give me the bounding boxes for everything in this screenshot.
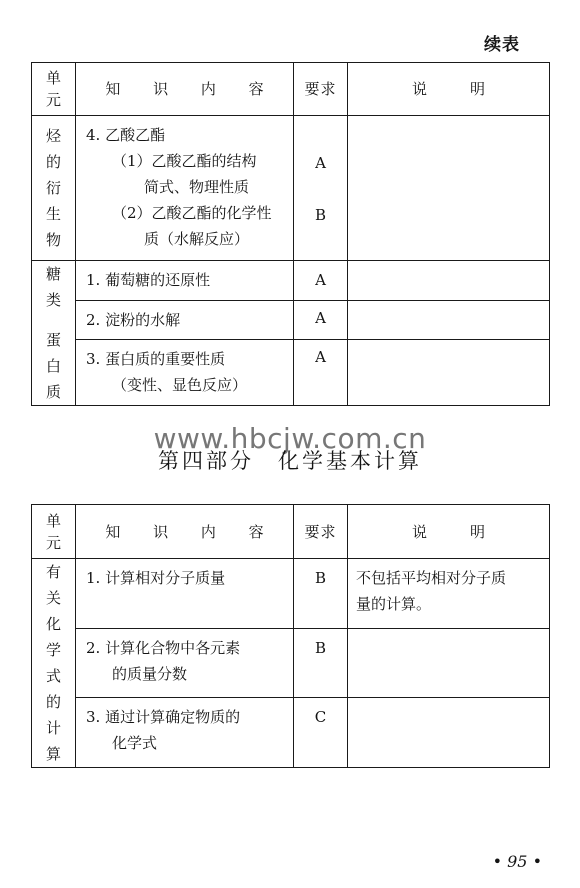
- content-cell: 3. 蛋白质的重要性质 （变性、显色反应）: [76, 340, 294, 406]
- requirement-cell: A: [294, 340, 348, 406]
- requirement-cell: A: [294, 261, 348, 301]
- requirement-cell: A B: [294, 116, 348, 261]
- table-row: [32, 261, 550, 301]
- note-cell: [348, 261, 550, 301]
- knowledge-table-2: [31, 504, 550, 768]
- content-cell: [76, 116, 294, 261]
- note-cell: [348, 300, 550, 340]
- unit-cell-derivatives: 烃 的 衍 生 物: [32, 116, 76, 261]
- note-cell: [348, 340, 550, 406]
- continued-label: 续表: [484, 35, 520, 55]
- table-row: [32, 628, 550, 698]
- sub-item-cont: 简式、物理性质: [144, 178, 250, 196]
- requirement-cell: B: [294, 559, 348, 629]
- note-cell: [348, 698, 550, 768]
- header-note: 说 明: [348, 505, 550, 559]
- table-row: [32, 300, 550, 340]
- content-cell: 1. 葡萄糖的还原性: [76, 261, 294, 301]
- table-row: [32, 698, 550, 768]
- content-cell: 3. 通过计算确定物质的 化学式: [76, 698, 294, 768]
- note-cell: [348, 628, 550, 698]
- header-unit: 单 元: [32, 505, 76, 559]
- knowledge-table-1: [31, 62, 550, 406]
- header-requirement: 要求: [294, 63, 348, 116]
- header-note: 说 明: [348, 63, 550, 116]
- sub-item: （2）乙酸乙酯的化学性: [112, 204, 272, 222]
- header-requirement: 要求: [294, 505, 348, 559]
- unit-cell-sugar-protein: 糖 类 蛋 白 质: [32, 261, 76, 406]
- sub-item-cont: 质（水解反应）: [144, 230, 250, 248]
- table-row: [32, 559, 550, 629]
- content-cell: 2. 计算化合物中各元素 的质量分数: [76, 628, 294, 698]
- header-content: 知 识 内 容: [76, 505, 294, 559]
- watermark: www.hbcjw.com.cn: [153, 422, 427, 455]
- unit-cell-formula-calc: 有 关 化 学 式 的 计 算: [32, 559, 76, 768]
- content-cell: 2. 淀粉的水解: [76, 300, 294, 340]
- sub-item: （1）乙酸乙酯的结构: [112, 152, 257, 170]
- header-content: 知 识 内 容: [76, 63, 294, 116]
- table-header-row: [32, 505, 550, 559]
- requirement-cell: B: [294, 628, 348, 698]
- section-title: 第四部分 化学基本计算: [158, 449, 422, 473]
- table-row: [32, 116, 550, 261]
- content-cell: 1. 计算相对分子质量: [76, 559, 294, 629]
- requirement-cell: A: [294, 300, 348, 340]
- table-row: [32, 340, 550, 406]
- note-cell: [348, 116, 550, 261]
- note-cell: 不包括平均相对分子质 量的计算。: [348, 559, 550, 629]
- table-header-row: [32, 63, 550, 116]
- item-title: 4. 乙酸乙酯: [86, 126, 166, 144]
- page-number: • 95 •: [492, 852, 542, 871]
- header-unit: 单 元: [32, 63, 76, 116]
- requirement-cell: C: [294, 698, 348, 768]
